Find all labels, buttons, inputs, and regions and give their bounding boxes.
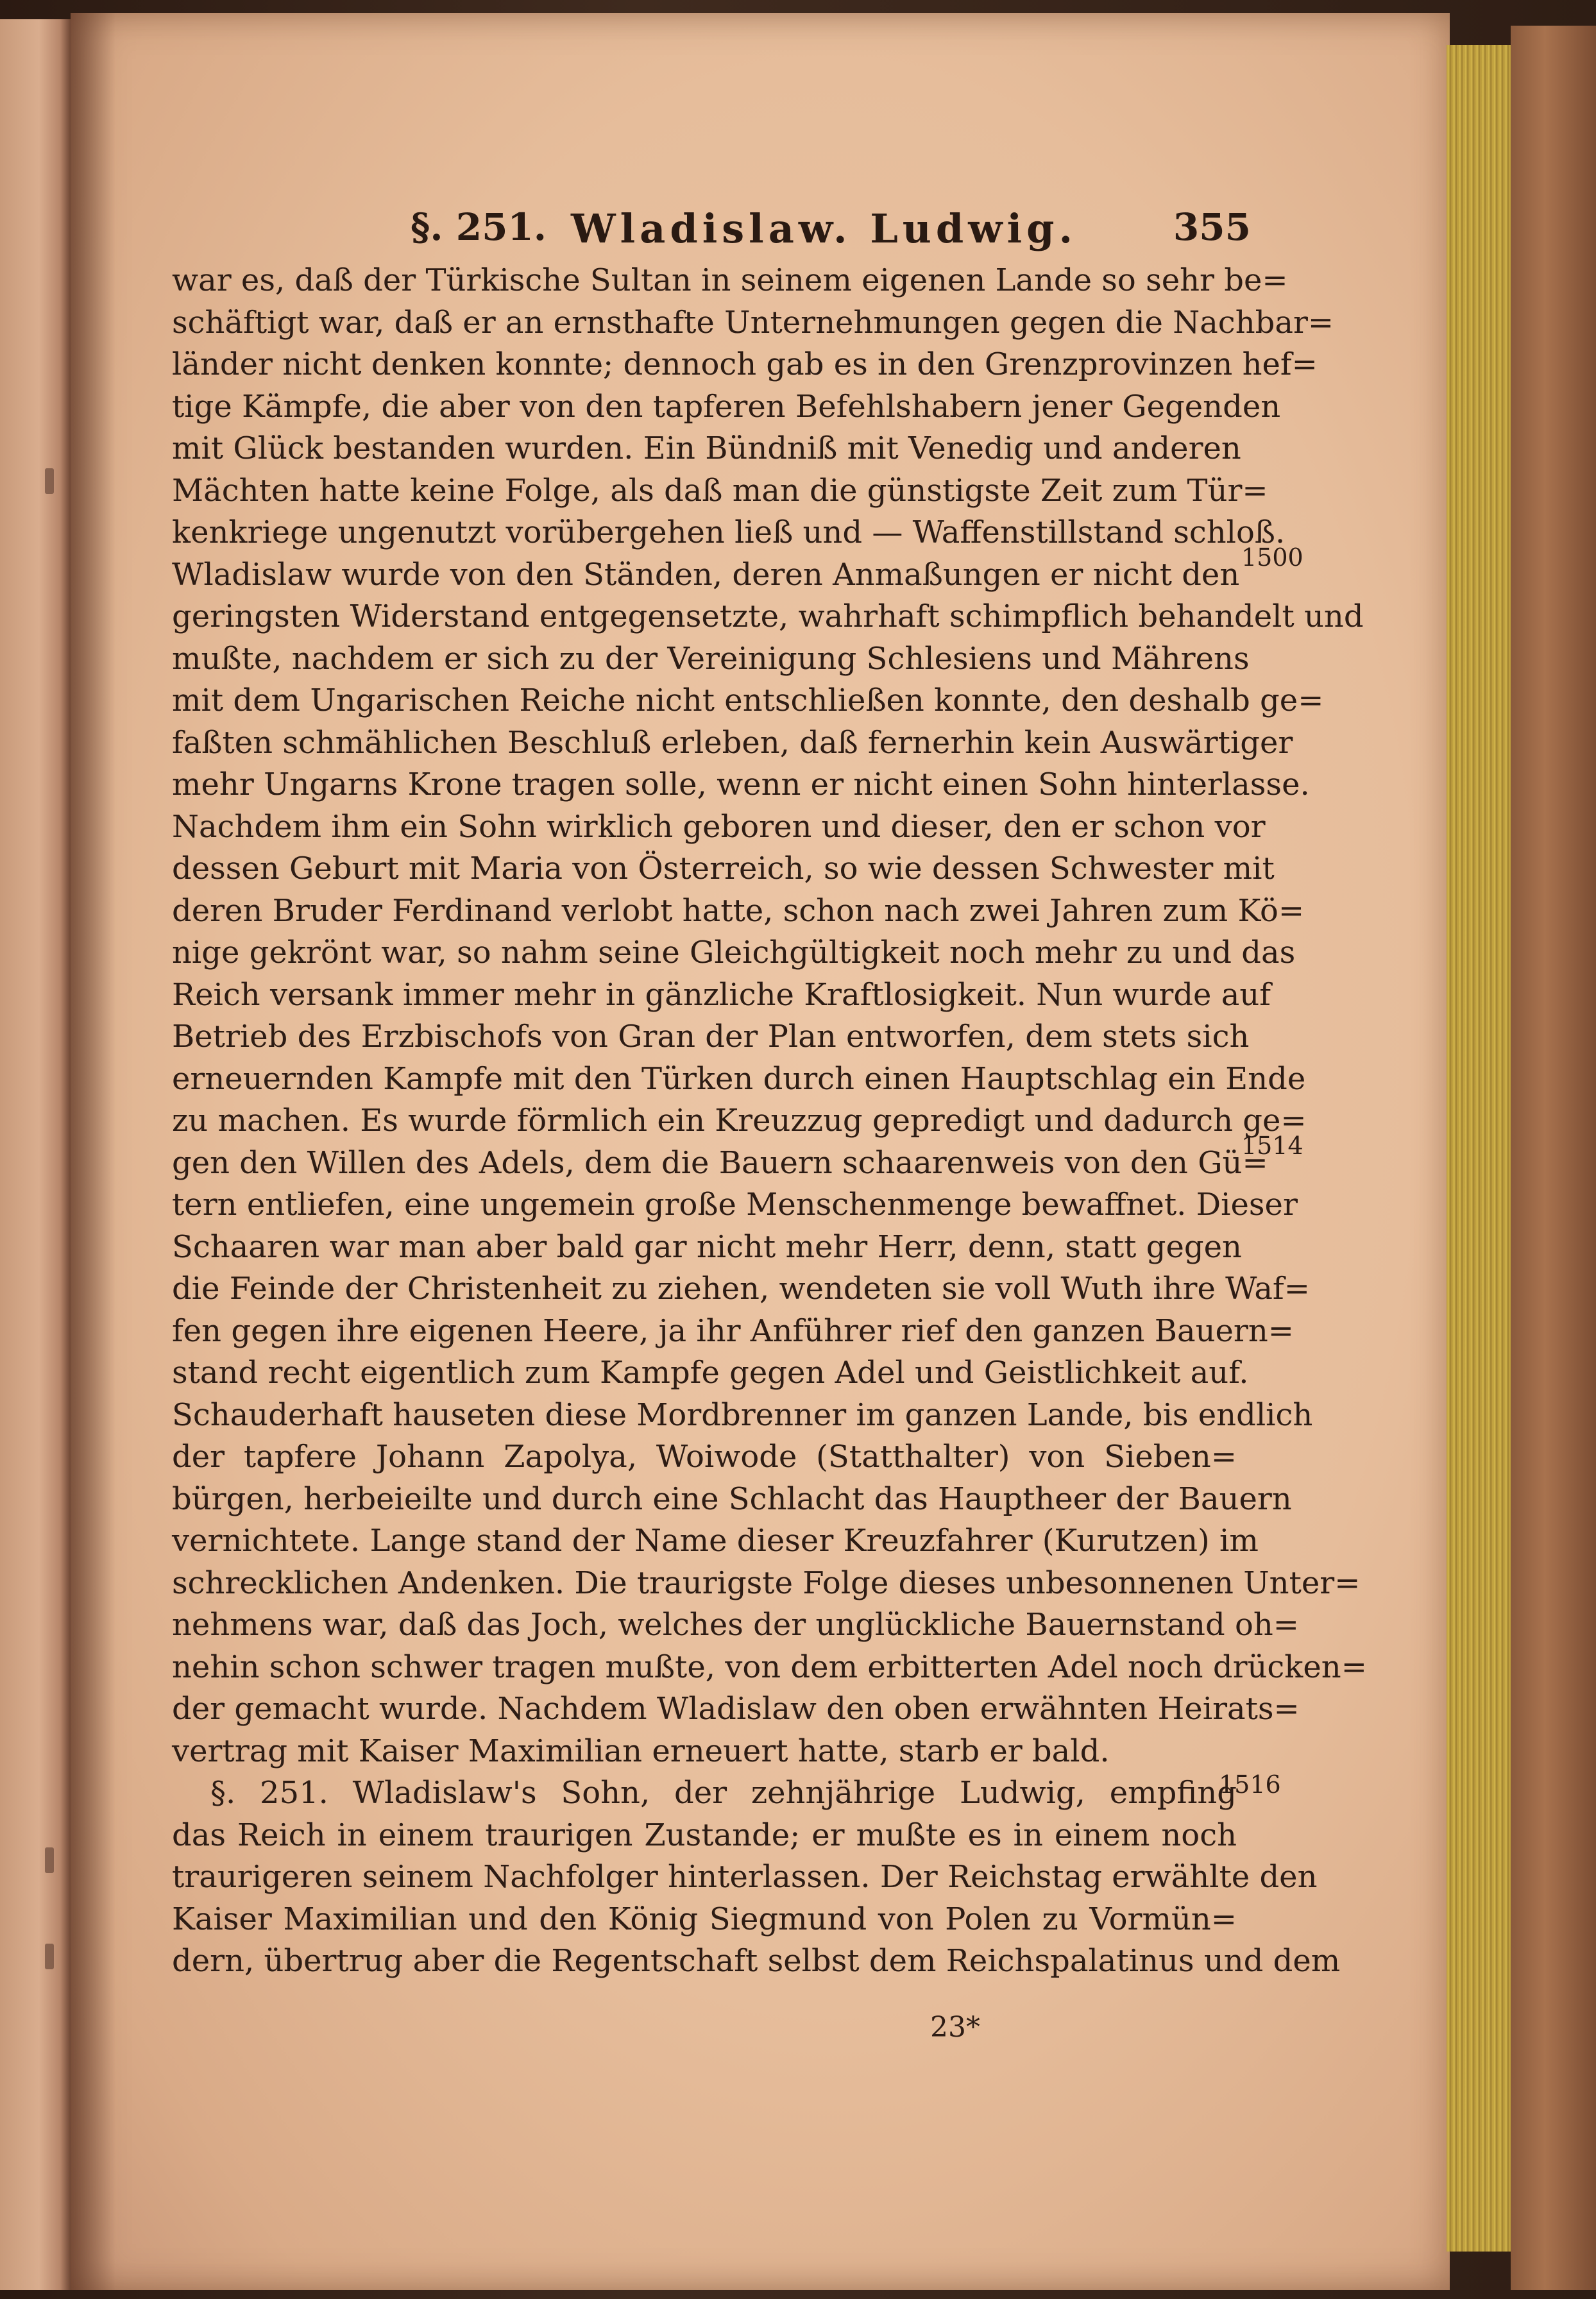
margin-year: 1514 [1241, 1132, 1303, 1160]
text-line: Mächten hatte keine Folge, als daß man die günstigste Zeit zum Tür= [172, 472, 1268, 509]
text-line: mußte, nachdem er sich zu der Vereinigung Schlesiens und Mährens [172, 640, 1250, 677]
margin-year: 1500 [1241, 543, 1303, 572]
text-line: das Reich in einem traurigen Zustande; er mußte es in einem noch [172, 1817, 1237, 1853]
text-line: der tapfere Johann Zapolya, Woiwode (Statthalter) von Sieben= [172, 1439, 1237, 1475]
text-line: §. 251. Wladislaw's Sohn, der zehnjährige Ludwig, empfing [210, 1775, 1237, 1811]
text-line: Schauderhaft hauseten diese Mordbrenner im ganzen Lande, bis endlich [172, 1396, 1313, 1433]
text-line: bürgen, herbeieilte und durch eine Schlacht das Hauptheer der Bauern [172, 1480, 1292, 1517]
left-page-mark [45, 1944, 54, 1969]
text-line: Schaaren war man aber bald gar nicht mehr Herr, denn, statt gegen [172, 1228, 1242, 1265]
text-line: schrecklichen Andenken. Die traurigste Folge dieses unbesonnenen Unter= [172, 1565, 1361, 1601]
text-line: Kaiser Maximilian und den König Siegmund von Polen zu Vormün= [172, 1901, 1237, 1937]
text-line: kenkriege ungenutzt vorübergehen ließ und — Waffenstillstand schloß. [172, 514, 1286, 550]
text-line: dern, übertrug aber die Regentschaft selbst dem Reichspalatinus und dem [172, 1943, 1341, 1979]
text-line: gen den Willen des Adels, dem die Bauern schaarenweis von den Gü= [172, 1144, 1268, 1181]
book-cover-edge [1511, 26, 1596, 2290]
text-line: Betrieb des Erzbischofs von Gran der Plan entworfen, dem stets sich [172, 1019, 1250, 1055]
text-line: zu machen. Es wurde förmlich ein Kreuzzug gepredigt und dadurch ge= [172, 1103, 1307, 1139]
text-line: nige gekrönt war, so nahm seine Gleichgültigkeit noch mehr zu und das [172, 935, 1296, 971]
text-line: war es, daß der Türkische Sultan in seinem eigenen Lande so sehr be= [172, 262, 1288, 298]
text-line: länder nicht denken konnte; dennoch gab es in den Grenzprovinzen hef= [172, 346, 1318, 382]
text-line: Wladislaw wurde von den Ständen, deren Anmaßungen er nicht den [172, 556, 1240, 593]
text-line: die Feinde der Christenheit zu ziehen, wendeten sie voll Wuth ihre Waf= [172, 1271, 1310, 1307]
text-line: Nachdem ihm ein Sohn wirklich geboren und dieser, den er schon vor [172, 808, 1266, 845]
text-line: nehmens war, daß das Joch, welches der unglückliche Bauernstand oh= [172, 1607, 1299, 1643]
page-gutter-shadow [71, 13, 115, 2290]
text-line: vernichtete. Lange stand der Name dieser Kreuzfahrer (Kurutzen) im [172, 1523, 1259, 1559]
header-section-ref: §. 251. [411, 205, 547, 249]
running-title: Wladislaw. Ludwig. [571, 205, 1078, 252]
text-line: stand recht eigentlich zum Kampfe gegen Adel und Geistlichkeit auf. [172, 1355, 1249, 1391]
left-page-edge [0, 19, 71, 2290]
page-number: 355 [1173, 205, 1251, 249]
text-line: dessen Geburt mit Maria von Österreich, so wie dessen Schwester mit [172, 851, 1275, 887]
text-line: deren Bruder Ferdinand verlobt hatte, schon nach zwei Jahren zum Kö= [172, 892, 1305, 929]
text-line: mit dem Ungarischen Reiche nicht entschließen konnte, den deshalb ge= [172, 683, 1324, 718]
text-line: mit Glück bestanden wurden. Ein Bündniß mit Venedig und anderen [172, 430, 1241, 466]
text-line: erneuernden Kampfe mit den Türken durch einen Hauptschlag ein Ende [172, 1060, 1306, 1097]
text-line: tern entliefen, eine ungemein große Menschenmenge bewaffnet. Dieser [172, 1187, 1298, 1223]
text-line: mehr Ungarns Krone tragen solle, wenn er nicht einen Sohn hinterlasse. [172, 767, 1310, 802]
gilded-page-edges [1447, 45, 1511, 2252]
text-line: vertrag mit Kaiser Maximilian erneuert hatte, starb er bald. [172, 1733, 1110, 1769]
text-line: geringsten Widerstand entgegensetzte, wahrhaft schimpflich behandelt und [172, 598, 1364, 634]
text-line: schäftigt war, daß er an ernsthafte Unternehmungen gegen die Nachbar= [172, 304, 1334, 341]
text-line: der gemacht wurde. Nachdem Wladislaw den oben erwähnten Heirats= [172, 1691, 1300, 1727]
left-page-mark [45, 468, 54, 494]
text-line: Reich versank immer mehr in gänzliche Kraftlosigkeit. Nun wurde auf [172, 976, 1271, 1013]
text-line: traurigeren seinem Nachfolger hinterlassen. Der Reichstag erwählte den [172, 1859, 1318, 1895]
text-line: nehin schon schwer tragen mußte, von dem erbitterten Adel noch drücken= [172, 1649, 1367, 1685]
text-line: faßten schmählichen Beschluß erleben, daß fernerhin kein Auswärtiger [172, 724, 1293, 761]
text-line: fen gegen ihre eigenen Heere, ja ihr Anführer rief den ganzen Bauern= [172, 1312, 1294, 1349]
text-line: tige Kämpfe, die aber von den tapferen Befehlshabern jener Gegenden [172, 388, 1281, 425]
page-header [411, 199, 1251, 263]
margin-year: 1516 [1219, 1770, 1281, 1799]
signature-mark: 23* [930, 2011, 980, 2044]
left-page-mark [45, 1847, 54, 1873]
